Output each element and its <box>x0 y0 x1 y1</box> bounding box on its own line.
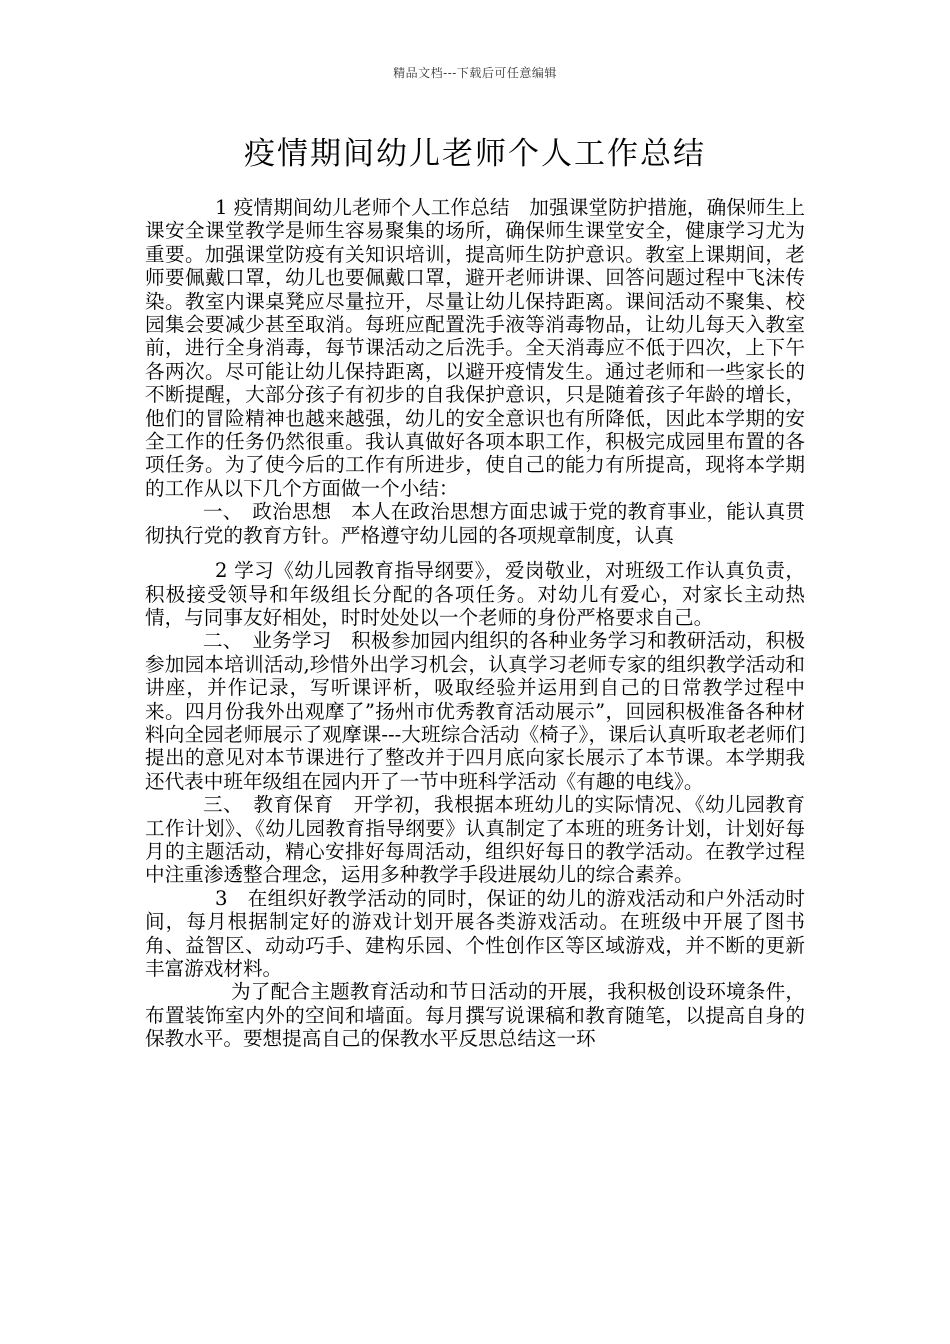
paragraph-environment: 为了配合主题教育活动和节日活动的开展，我积极创设环境条件，布置装饰室内外的空间和墙面。每月撰写说课稿和教育随笔，以提高自身的保教水平。要想提高自己的保教水平反思总结这一环 <box>145 980 805 1051</box>
paragraph-section-politics: 一、 政治思想 本人在政治思想方面忠诚于党的教育事业，能认真贯彻执行党的教育方针。严格遵守幼儿园的各项规章制度，认真 <box>145 500 805 547</box>
paragraph-study-outline: 2 学习《幼儿园教育指导纲要》，爱岗敬业，对班级工作认真负责，积极接受领导和年级组长分配的各项任务。对幼儿有爱心，对家长主动热情，与同事友好相处，时时处处以一个老师的身份严格要求自己。 <box>145 559 805 629</box>
document-body <box>145 196 805 1051</box>
paragraph-intro: 1 疫情期间幼儿老师个人工作总结 加强课堂防护措施，确保师生上课安全课堂教学是师生容易聚集的场所，确保师生课堂安全，健康学习尤为重要。加强课堂防疫有关知识培训，提高师生防护意识。教室上课期间，老师要佩戴口罩，幼儿也要佩戴口罩，避开老师讲课、回答问题过程中飞沫传染。教室内课桌凳应尽量拉开，尽量让幼儿保持距离。课间活动不聚集、校园集会要减少甚至取消。每班应配置洗手液等消毒物品，让幼儿每天入教室前，进行全身消毒，每节课活动之后洗手。全天消毒应不低于四次，上下午各两次。尽可能让幼儿保持距离，以避开疫情发生。通过老师和一些家长的不断提醒，大部分孩子有初步的自我保护意识，只是随着孩子年龄的增长，他们的冒险精神也越来越强，幼儿的安全意识也有所降低，因此本学期的安全工作的任务仍然很重。我认真做好各项本职工作，积极完成园里布置的各项任务。为了使今后的工作有所进步，使自己的能力有所提高，现将本学期的工作从以下几个方面做一个小结： <box>145 196 805 500</box>
header-note: 精品文档---下载后可任意编辑 <box>393 66 557 80</box>
document-title: 疫情期间幼儿老师个人工作总结 <box>244 136 706 172</box>
paragraph-game-activities: 3 在组织好教学活动的同时，保证的幼儿的游戏活动和户外活动时间，每月根据制定好的游戏计划开展各类游戏活动。在班级中开展了图书角、益智区、动动巧手、建构乐园、个性创作区等区域游戏，并不断的更新丰富游戏材料。 <box>145 886 805 980</box>
paragraph-section-professional-study: 二、 业务学习 积极参加园内组织的各种业务学习和教研活动，积极参加园本培训活动,珍惜外出学习机会，认真学习老师专家的组织教学活动和讲座，并作记录，写听课评析，吸取经验并运用到自己的日常教学过程中来。四月份我外出观摩了”扬州市优秀教育活动展示”，回园积极准备各种材料向全园老师展示了观摩课---大班综合活动《椅子》，课后认真听取老老师们提出的意见对本节课进行了整改并于四月底向家长展示了本节课。本学期我还代表中班年级组在园内开了一节中班科学活动《有趣的电线》。 <box>145 629 805 793</box>
paragraph-section-education-care: 三、 教育保育 开学初，我根据本班幼儿的实际情况、《幼儿园教育工作计划》、《幼儿园教育指导纲要》认真制定了本班的班务计划，计划好每月的主题活动，精心安排好每周活动，组织好每日的教学活动。在教学过程中注重渗透整合理念，运用多种教学手段进展幼儿的综合素养。 <box>145 793 805 887</box>
